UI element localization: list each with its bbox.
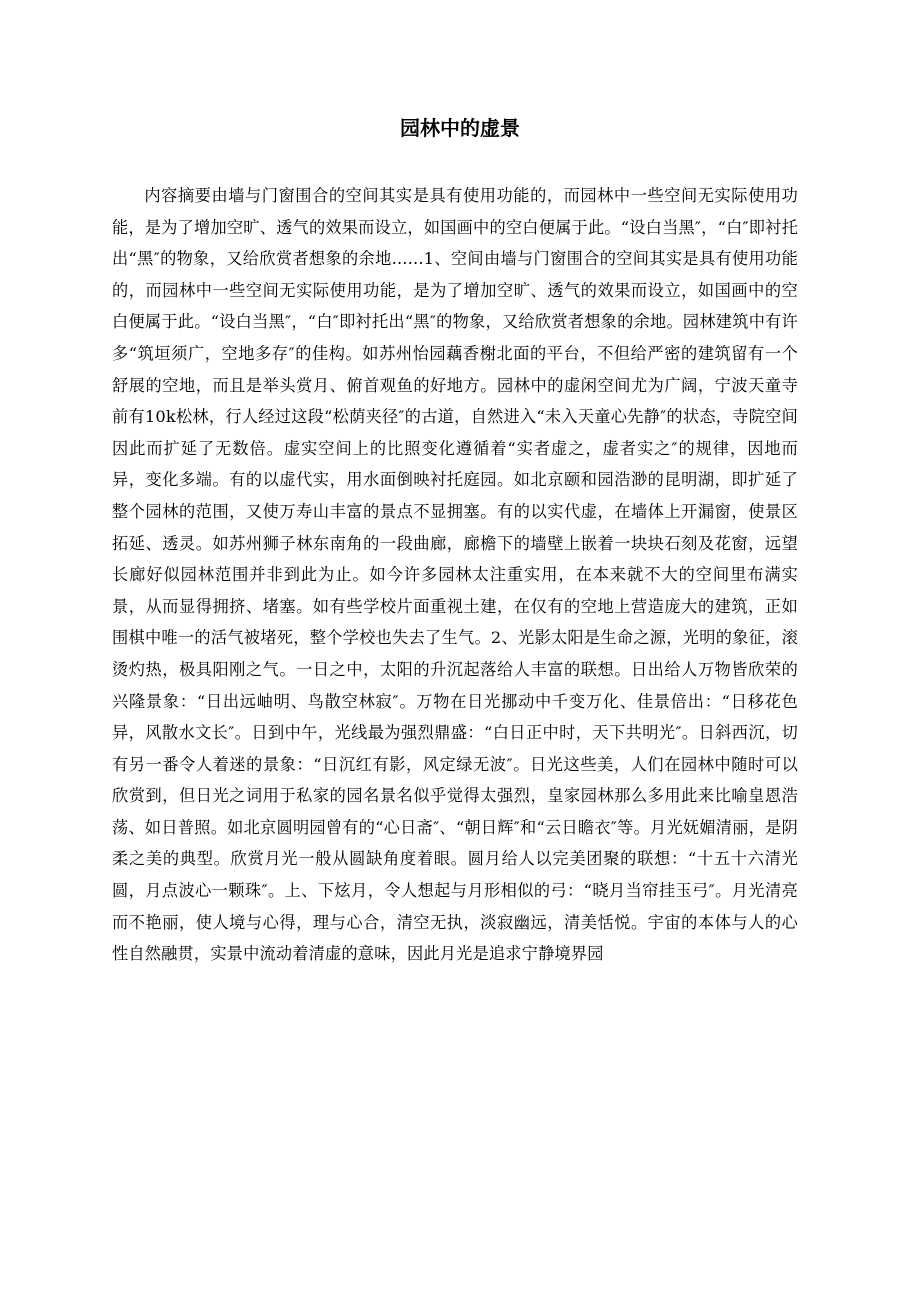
document-body-paragraph: 内容摘要由墙与门窗围合的空间其实是具有使用功能的，而园林中一些空间无实际使用功能，是为了增加空旷、透气的效果而设立，如国画中的空白便属于此。“设白当黑″，“白″即衬托出“黑″的物象，又给欣赏者想象的余地......1、空间由墙与门窗围合的空间其实是具有使用功能的，而园林中一些空间无实际使用功能，是为了增加空旷、透气的效果而设立，如国画中的空白便属于此。“设白当黑″，“白″即衬托出“黑″的物象，又给欣赏者想象的余地。园林建筑中有许多“筑垣须广，空地多存″的佳构。如苏州怡园藕香榭北面的平台，不但给严密的建筑留有一个舒展的空地，而且是举头赏月、俯首观鱼的好地方。园林中的虚闲空间尤为广阔，宁波天童寺前有10k松林，行人经过这段“松荫夹径″的古道，自然进入“未入天童心先静″的状态，寺院空间因此而扩延了无数倍。虚实空间上的比照变化遵循着“实者虚之，虚者实之″的规律，因地而异，变化多端。有的以虚代实，用水面倒映衬托庭园。如北京颐和园浩渺的昆明湖，即扩延了整个园林的范围，又使万寿山丰富的景点不显拥塞。有的以实代虚，在墙体上开漏窗，使景区拓延、透灵。如苏州狮子林东南角的一段曲廊，廊檐下的墙壁上嵌着一块块石刻及花窗，远望长廊好似园林范围并非到此为止。如今许多园林太注重实用，在本来就不大的空间里布满实景，从而显得拥挤、堵塞。如有些学校片面重视土建，在仅有的空地上营造庞大的建筑，正如围棋中唯一的活气被堵死，整个学校也失去了生气。2、光影太阳是生命之源，光明的象征，滚烫灼热，极具阳刚之气。一日之中，太阳的升沉起落给人丰富的联想。日出给人万物皆欣荣的兴隆景象：“日出远岫明、鸟散空林寂″。万物在日光挪动中千变万化、佳景倍出：“日移花色异，风散水文长″。日到中午，光线最为强烈鼎盛：“白日正中时，天下共明光″。日斜西沉，切有另一番令人着迷的景象：“日沉红有影，风定绿无波″。日光这些美，人们在园林中随时可以欣赏到，但日光之词用于私家的园名景名似乎觉得太强烈，皇家园林那么多用此来比喻皇恩浩荡、如日普照。如北京圆明园曾有的“心日斋″、“朝日辉″和“云日瞻衣″等。月光妩媚清丽，是阴柔之美的典型。欣赏月光一般从圆缺角度着眼。圆月给人以完美团聚的联想：“十五十六清光圆，月点波心一颗珠″。上、下炫月，令人想起与月形相似的弓：“晓月当帘挂玉弓″。月光清亮而不艳丽，使人境与心得，理与心合，清空无执，淡寂幽远，清美恬悦。宇宙的本体与人的心性自然融贯，实景中流动着清虚的意味，因此月光是追求宁静境界园 (112, 186, 798, 964)
document-title: 园林中的虚景 (400, 116, 520, 140)
